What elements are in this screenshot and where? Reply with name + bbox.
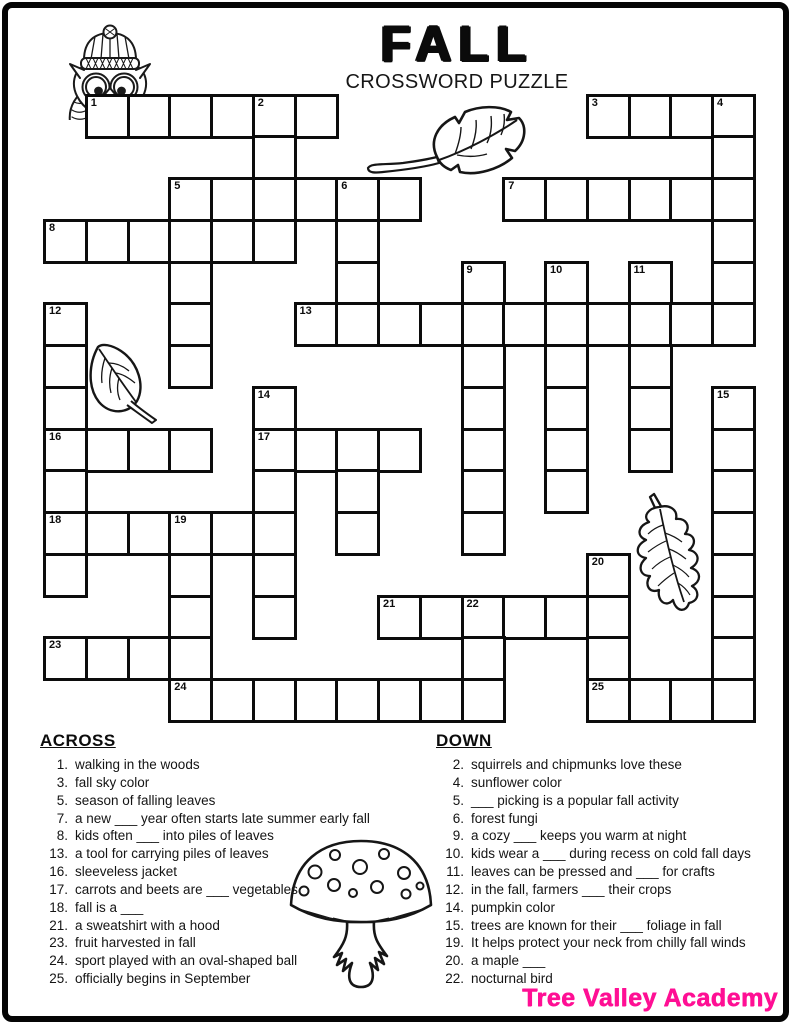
clue-number-label: 12	[49, 305, 62, 318]
clue-number: 1.	[56, 757, 68, 772]
clue-number-label: 4	[717, 96, 724, 109]
grid-cell[interactable]	[544, 428, 589, 473]
clue-number-label: 19	[174, 514, 187, 526]
grid-cell[interactable]	[544, 177, 589, 222]
clue-number: 23.	[49, 935, 68, 951]
grid-cell[interactable]	[711, 428, 756, 473]
across-clue	[40, 774, 430, 792]
clue-number: 11.	[446, 864, 464, 880]
grid-cell[interactable]	[127, 511, 172, 556]
clue-number: 21.	[49, 917, 68, 933]
grid-cell[interactable]	[335, 678, 380, 723]
clue-text: It helps protect your neck from chilly fall winds	[471, 935, 746, 951]
grid-cell[interactable]	[377, 595, 422, 640]
grid-cell[interactable]	[586, 553, 631, 598]
clue-number-label: 16	[49, 430, 62, 443]
grid-cell[interactable]	[335, 511, 380, 556]
clue-number: 5.	[56, 792, 68, 808]
grid-cell[interactable]	[43, 428, 88, 473]
grid-cell[interactable]	[711, 386, 756, 431]
page-subtitle: CROSSWORD PUZZLE	[345, 71, 569, 93]
grid-cell[interactable]	[711, 261, 756, 306]
grid-cell[interactable]	[43, 553, 88, 598]
down-clue	[436, 952, 786, 970]
grid-cell[interactable]	[168, 428, 213, 473]
clue-number-label: 5	[174, 180, 181, 192]
down-clue	[436, 863, 786, 881]
grid-cell[interactable]	[628, 261, 673, 306]
clue-number: 8.	[56, 828, 68, 844]
grid-cell[interactable]	[252, 94, 297, 139]
clue-text: walking in the woods	[75, 757, 200, 772]
grid-cell[interactable]	[711, 595, 756, 640]
grid-cell[interactable]	[419, 302, 464, 347]
grid-cell[interactable]	[168, 261, 213, 306]
grid-cell[interactable]	[711, 94, 756, 139]
down-clue	[436, 845, 786, 863]
grid-cell[interactable]	[168, 636, 213, 681]
grid-cell[interactable]	[252, 428, 297, 473]
clue-text: fruit harvested in fall	[75, 935, 196, 951]
grid-cell[interactable]	[628, 344, 673, 389]
grid-cell[interactable]	[502, 595, 547, 640]
clue-text: a tool for carrying piles of leaves	[75, 846, 269, 862]
clue-number: 15.	[445, 917, 464, 933]
clue-number: 7.	[56, 810, 68, 826]
clue-number: 9.	[452, 828, 464, 844]
grid-cell[interactable]	[628, 302, 673, 347]
grid-cell[interactable]	[711, 302, 756, 347]
grid-cell[interactable]	[252, 511, 297, 556]
down-clue	[436, 899, 786, 917]
grid-cell[interactable]	[669, 94, 714, 139]
clue-text: kids often ___ into piles of leaves	[75, 828, 274, 844]
clue-number-label: 20	[591, 555, 604, 568]
grid-cell[interactable]	[628, 94, 673, 139]
clue-number: 22.	[445, 971, 464, 987]
page-title: FALL	[380, 16, 534, 72]
clue-number-label: 2	[257, 96, 264, 109]
grid-cell[interactable]	[544, 344, 589, 389]
grid-cell[interactable]	[461, 636, 506, 681]
across-clue	[40, 792, 430, 810]
grid-cell[interactable]	[168, 94, 213, 139]
grid-cell[interactable]	[544, 595, 589, 640]
clue-number: 14.	[445, 899, 464, 915]
across-clues-section	[40, 731, 430, 988]
across-clue	[40, 899, 430, 917]
clue-number-label: 8	[49, 221, 56, 234]
grid-cell[interactable]	[711, 553, 756, 598]
clue-number-label: 24	[174, 681, 187, 693]
grid-cell[interactable]	[127, 219, 172, 264]
grid-cell[interactable]	[586, 94, 631, 139]
clue-number: 25.	[49, 971, 68, 987]
clue-text: forest fungi	[471, 810, 538, 826]
clue-number-label: 18	[49, 514, 62, 526]
grid-cell[interactable]	[461, 511, 506, 556]
clue-number-label: 6	[341, 180, 348, 192]
clue-text: a cozy ___ keeps you warm at night	[471, 828, 687, 844]
across-clue	[40, 810, 430, 828]
grid-cell[interactable]	[168, 219, 213, 264]
clue-number: 20.	[445, 953, 464, 969]
grid-cell[interactable]	[127, 428, 172, 473]
grid-cell[interactable]	[43, 302, 88, 347]
grid-cell[interactable]	[711, 469, 756, 514]
oak-leaf-icon	[629, 491, 709, 629]
grid-cell[interactable]	[210, 511, 255, 556]
grid-cell[interactable]	[461, 678, 506, 723]
grid-cell[interactable]	[168, 553, 213, 598]
clue-text: fall sky color	[75, 774, 150, 790]
grid-cell[interactable]	[168, 177, 213, 222]
clue-number: 19.	[445, 935, 464, 951]
grid-cell[interactable]	[335, 177, 380, 222]
clue-number: 2.	[452, 757, 464, 772]
across-clue-list	[40, 756, 430, 988]
grid-cell[interactable]	[628, 678, 673, 723]
grid-cell[interactable]	[335, 302, 380, 347]
grid-cell[interactable]	[628, 428, 673, 473]
grid-cell[interactable]	[628, 386, 673, 431]
page-header	[332, 16, 582, 94]
grid-cell[interactable]	[711, 678, 756, 723]
grid-cell[interactable]	[85, 511, 130, 556]
grid-cell[interactable]	[294, 302, 339, 347]
grid-cell[interactable]	[210, 219, 255, 264]
clue-number: 12.	[445, 881, 464, 897]
clue-number: 16.	[49, 864, 68, 880]
down-clue	[436, 917, 786, 935]
across-clue	[40, 970, 430, 988]
grid-cell[interactable]	[294, 177, 339, 222]
clue-number-label: 17	[257, 430, 270, 443]
grid-cell[interactable]	[461, 469, 506, 514]
down-clue	[436, 881, 786, 899]
grid-cell[interactable]	[294, 428, 339, 473]
grid-cell[interactable]	[711, 511, 756, 556]
grid-cell[interactable]	[127, 94, 172, 139]
clue-number: 13.	[49, 846, 68, 862]
grid-cell[interactable]	[252, 678, 297, 723]
grid-cell[interactable]	[252, 469, 297, 514]
grid-cell[interactable]	[294, 94, 339, 139]
grid-cell[interactable]	[711, 219, 756, 264]
grid-cell[interactable]	[586, 302, 631, 347]
grid-cell[interactable]	[168, 511, 213, 556]
clue-text: in the fall, farmers ___ their crops	[471, 881, 672, 897]
grid-cell[interactable]	[210, 678, 255, 723]
clue-text: pumpkin color	[471, 899, 556, 915]
grid-cell[interactable]	[252, 135, 297, 180]
clue-text: season of falling leaves	[75, 792, 216, 808]
clue-number: 18.	[49, 899, 68, 915]
down-clue-list	[436, 756, 786, 988]
grid-cell[interactable]	[377, 302, 422, 347]
clue-text: a sweatshirt with a hood	[75, 917, 220, 933]
grid-cell[interactable]	[461, 428, 506, 473]
clue-text: kids wear a ___ during recess on cold fall days	[471, 846, 751, 862]
clue-number: 6.	[452, 810, 464, 826]
down-clue	[436, 934, 786, 952]
across-clue	[40, 952, 430, 970]
grid-cell[interactable]	[85, 636, 130, 681]
clue-number: 3.	[56, 774, 68, 790]
grid-cell[interactable]	[461, 344, 506, 389]
down-clue	[436, 827, 786, 845]
grid-cell[interactable]	[43, 219, 88, 264]
down-clue	[436, 756, 786, 774]
grid-cell[interactable]	[669, 177, 714, 222]
grid-cell[interactable]	[210, 177, 255, 222]
down-clue	[436, 774, 786, 792]
grid-cell[interactable]	[43, 344, 88, 389]
grid-cell[interactable]	[544, 302, 589, 347]
clue-text: ___ picking is a popular fall activity	[471, 792, 679, 808]
across-heading: ACROSS	[40, 731, 116, 750]
grid-cell[interactable]	[85, 219, 130, 264]
grid-cell[interactable]	[252, 386, 297, 431]
clue-text: nocturnal bird	[471, 971, 553, 987]
grid-cell[interactable]	[377, 428, 422, 473]
clue-number: 17.	[49, 881, 68, 897]
grid-cell[interactable]	[711, 177, 756, 222]
grid-cell[interactable]	[252, 177, 297, 222]
grid-cell[interactable]	[544, 469, 589, 514]
grid-cell[interactable]	[377, 678, 422, 723]
grid-cell[interactable]	[210, 94, 255, 139]
clue-text: sunflower color	[471, 774, 562, 790]
clue-number: 5.	[452, 792, 464, 808]
birch-leaf-icon	[85, 341, 167, 427]
grid-cell[interactable]	[168, 344, 213, 389]
grid-cell[interactable]	[335, 469, 380, 514]
clue-number: 4.	[452, 774, 464, 790]
clue-number-label: 21	[383, 597, 396, 610]
grid-cell[interactable]	[544, 261, 589, 306]
grid-cell[interactable]	[43, 636, 88, 681]
grid-cell[interactable]	[43, 511, 88, 556]
grid-cell[interactable]	[43, 386, 88, 431]
clue-number-label: 7	[508, 180, 515, 192]
across-clue	[40, 881, 430, 899]
grid-cell[interactable]	[419, 595, 464, 640]
grid-cell[interactable]	[711, 636, 756, 681]
grid-cell[interactable]	[252, 219, 297, 264]
clue-text: fall is a ___	[75, 899, 144, 915]
grid-cell[interactable]	[669, 678, 714, 723]
grid-cell[interactable]	[461, 261, 506, 306]
clue-number: 10.	[445, 846, 464, 862]
clue-number-label: 14	[257, 388, 270, 401]
grid-cell[interactable]	[85, 94, 130, 139]
grid-cell[interactable]	[586, 177, 631, 222]
clue-number-label: 3	[591, 96, 598, 109]
clue-number-label: 11	[633, 263, 646, 276]
grid-cell[interactable]	[502, 302, 547, 347]
clue-number-label: 22	[466, 597, 479, 610]
grid-cell[interactable]	[628, 177, 673, 222]
clue-text: trees are known for their ___ foliage in fall	[471, 917, 722, 933]
across-clue	[40, 863, 430, 881]
clue-number-label: 15	[717, 388, 730, 401]
clue-text: squirrels and chipmunks love these	[471, 757, 682, 772]
across-clue	[40, 756, 430, 774]
grid-cell[interactable]	[544, 386, 589, 431]
grid-cell[interactable]	[711, 135, 756, 180]
grid-cell[interactable]	[294, 678, 339, 723]
clue-text: sport played with an oval-shaped ball	[75, 953, 298, 969]
grid-cell[interactable]	[168, 595, 213, 640]
clue-number-label: 1	[90, 96, 97, 109]
clue-number-label: 9	[466, 263, 473, 276]
clue-text: leaves can be pressed and ___ for crafts	[471, 864, 715, 880]
grid-cell[interactable]	[252, 595, 297, 640]
grid-cell[interactable]	[377, 177, 422, 222]
grid-cell[interactable]	[335, 261, 380, 306]
clue-number: 24.	[49, 953, 68, 969]
grid-cell[interactable]	[461, 302, 506, 347]
grid-cell[interactable]	[669, 302, 714, 347]
grid-cell[interactable]	[461, 386, 506, 431]
down-clue	[436, 792, 786, 810]
grid-cell[interactable]	[127, 636, 172, 681]
across-clue	[40, 827, 430, 845]
grid-cell[interactable]	[461, 595, 506, 640]
clue-number-label: 25	[591, 681, 604, 693]
grid-cell[interactable]	[168, 678, 213, 723]
grid-cell[interactable]	[252, 553, 297, 598]
grid-cell[interactable]	[85, 428, 130, 473]
clue-text: carrots and beets are ___ vegetables	[75, 881, 298, 897]
grid-cell[interactable]	[419, 678, 464, 723]
clue-number-label: 10	[550, 263, 563, 276]
grid-cell[interactable]	[586, 595, 631, 640]
across-clue	[40, 917, 430, 935]
clue-number-label: 13	[299, 305, 312, 318]
clue-text: officially begins in September	[75, 971, 251, 987]
down-clues-section	[436, 731, 786, 988]
grid-cell[interactable]	[168, 302, 213, 347]
across-clue	[40, 845, 430, 863]
grid-cell[interactable]	[335, 428, 380, 473]
clue-number-label: 23	[49, 639, 62, 652]
brand-footer: Tree Valley Academy	[522, 984, 778, 1012]
grid-cell[interactable]	[43, 469, 88, 514]
across-clue	[40, 934, 430, 952]
clue-text: sleeveless jacket	[75, 864, 178, 880]
down-heading: DOWN	[436, 731, 492, 750]
down-clue	[436, 810, 786, 828]
clue-text: a maple ___	[471, 953, 546, 969]
grid-cell[interactable]	[586, 636, 631, 681]
grid-cell[interactable]	[586, 678, 631, 723]
grid-cell[interactable]	[335, 219, 380, 264]
clue-text: a new ___ year often starts late summer early fall	[75, 810, 370, 826]
grid-cell[interactable]	[502, 177, 547, 222]
